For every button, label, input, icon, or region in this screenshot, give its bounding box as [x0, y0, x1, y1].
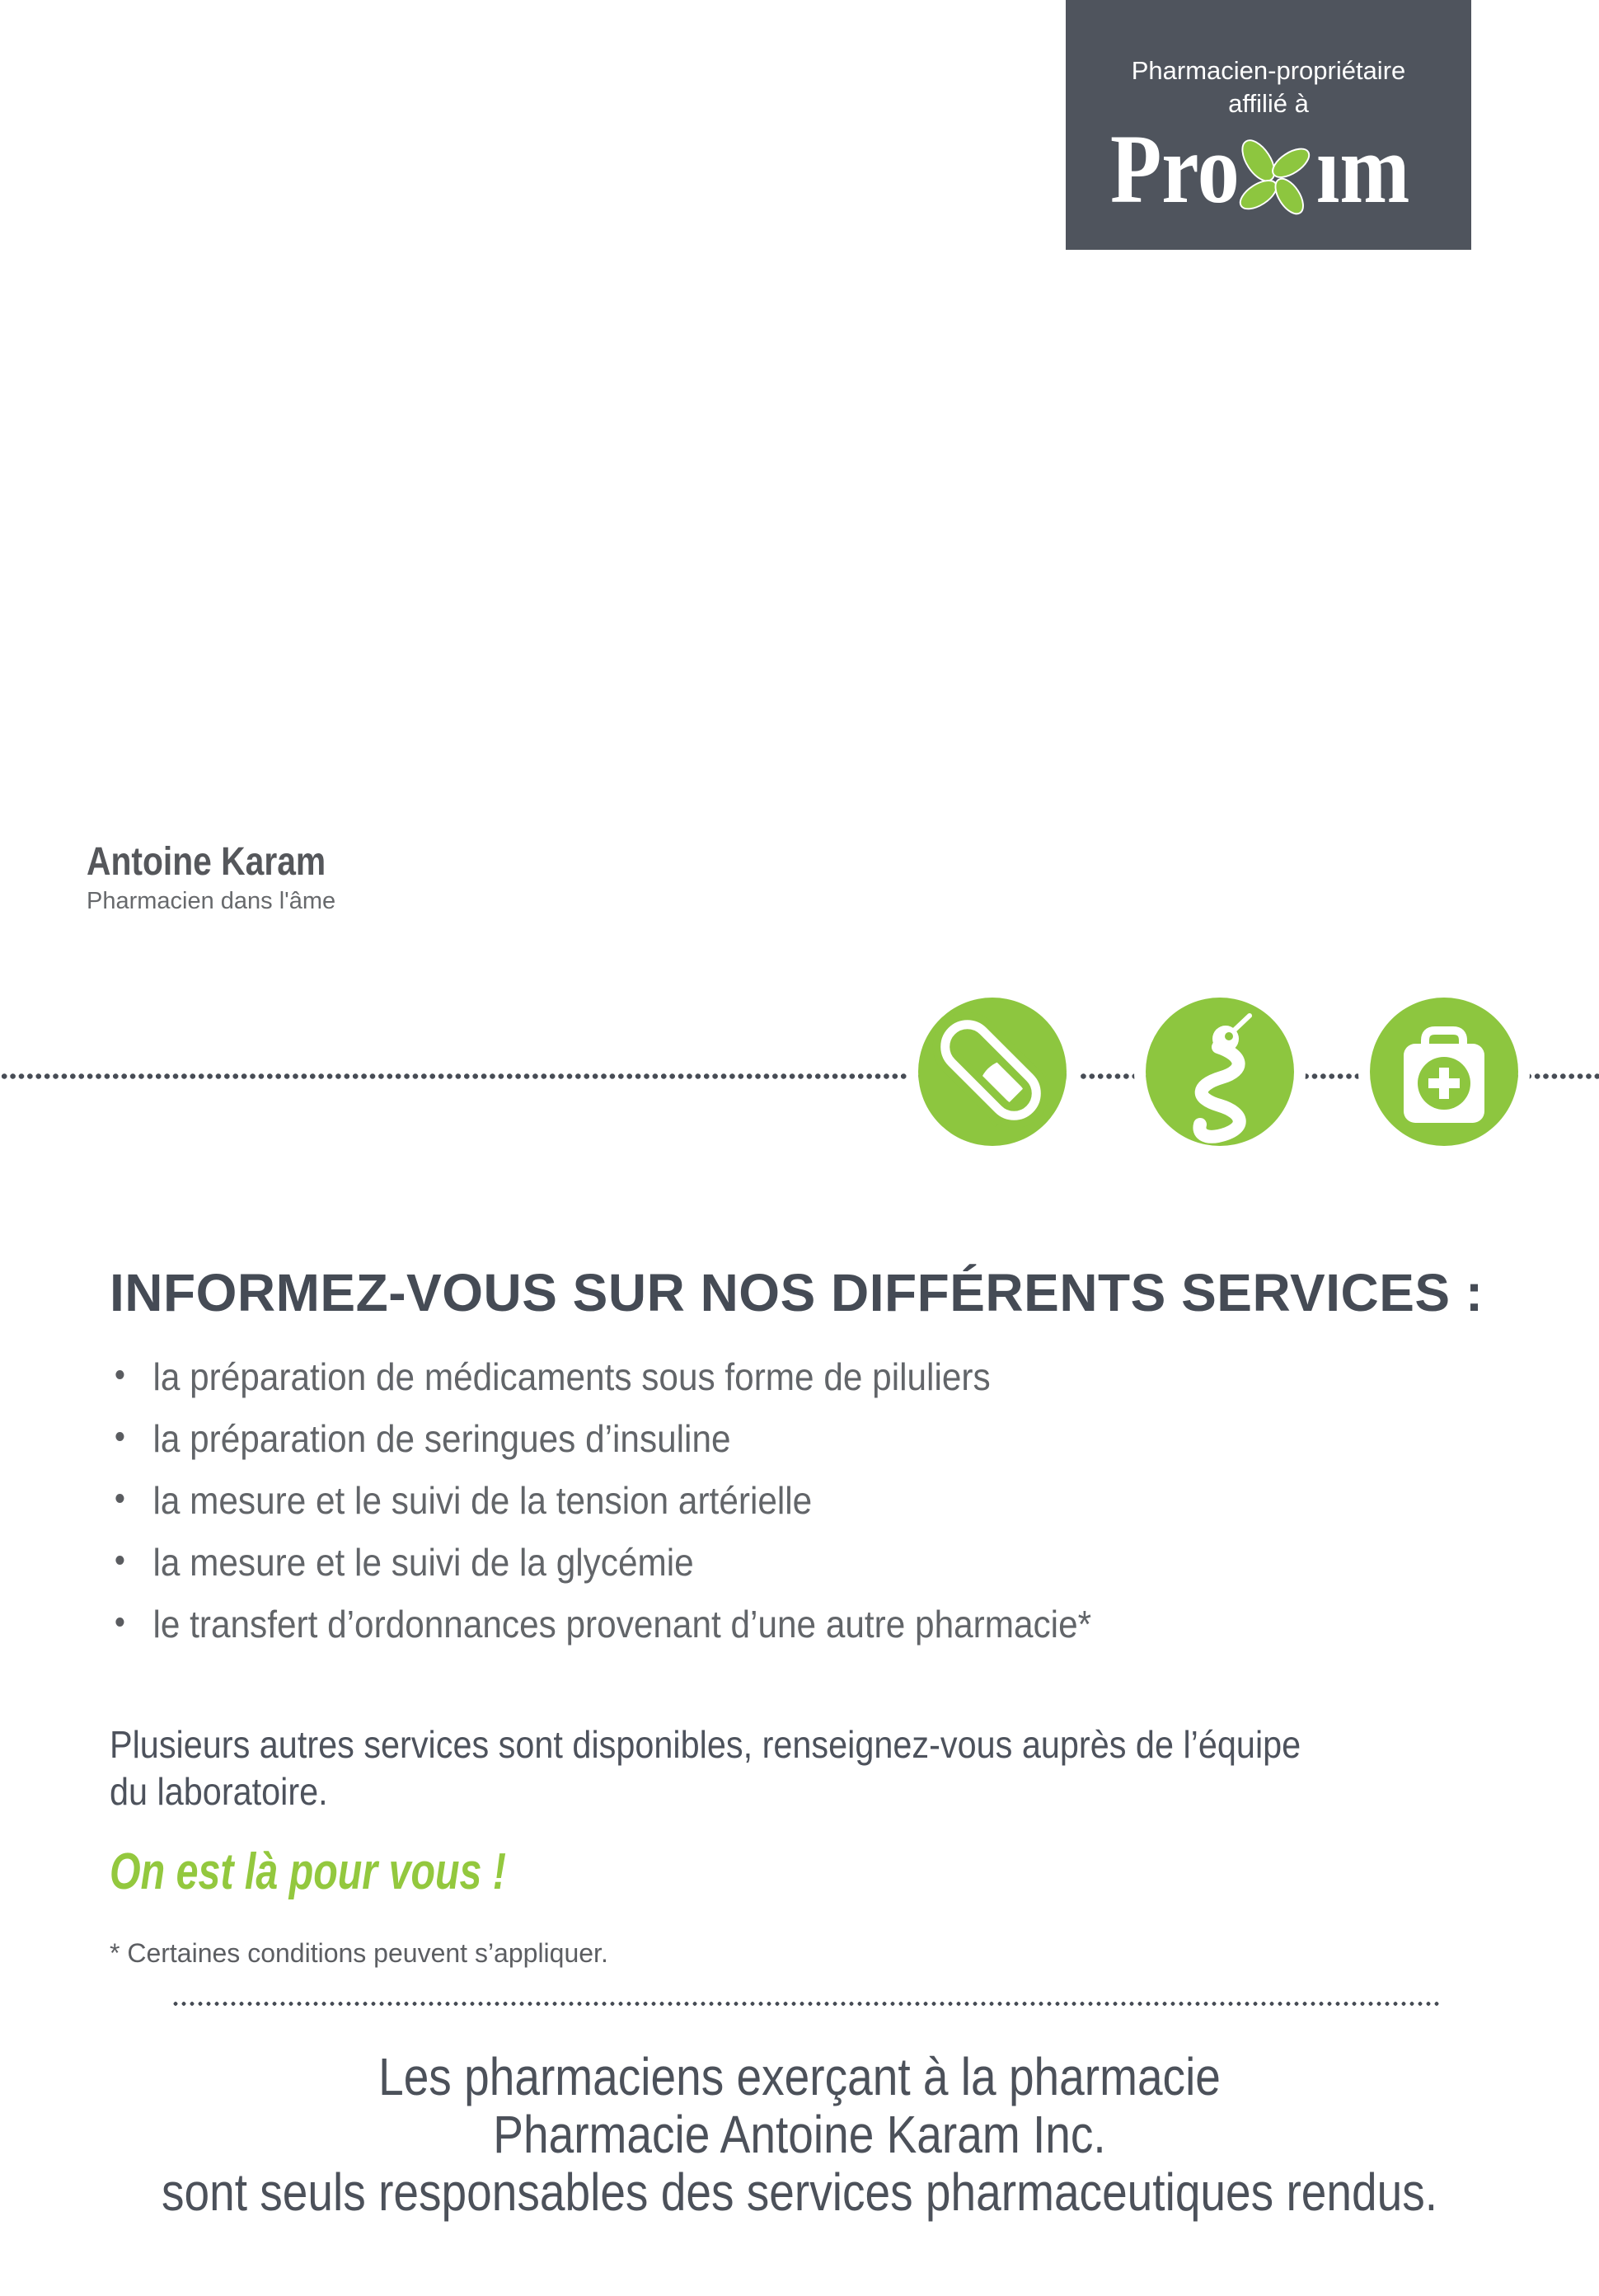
owner-block	[87, 841, 368, 915]
footer-line: sont seuls responsables des services pharmaceutiques rendus.	[161, 2162, 1438, 2222]
service-item: le transfert d’ordonnances provenant d’une autre pharmacie*	[110, 1603, 1091, 1646]
footer-dotted-divider	[171, 2002, 1441, 2006]
service-item: la mesure et le suivi de la glycémie	[110, 1541, 1091, 1584]
owner-tagline: Pharmacien dans l'âme	[87, 888, 336, 914]
rod-of-asclepius-icon	[1146, 998, 1294, 1146]
service-item: la préparation de seringues d’insuline	[110, 1417, 1091, 1460]
affiliation-badge	[1066, 0, 1471, 250]
footer-line: Pharmacie Antoine Karam Inc.	[493, 2105, 1106, 2164]
first-aid-kit-icon	[1370, 998, 1518, 1146]
badge-line-1: Pharmacien-propriétaire	[1131, 56, 1406, 85]
paragraph-line: du laboratoire.	[110, 1770, 328, 1813]
proxim-logo-text-im: ım	[1316, 114, 1410, 223]
services-list	[110, 1355, 1091, 1664]
services-heading: INFORMEZ-VOUS SUR NOS DIFFÉRENTS SERVICES :	[110, 1263, 1484, 1322]
service-icon-circle-asclepius	[1146, 998, 1294, 1146]
service-icon-circle-first-aid	[1370, 998, 1518, 1146]
proxim-logo-text-pro: Pro	[1110, 114, 1240, 223]
dotted-divider	[0, 1073, 1599, 1079]
service-item: la mesure et le suivi de la tension artérielle	[110, 1479, 1091, 1522]
service-icon-circle-pill	[918, 998, 1067, 1146]
owner-name: Antoine Karam	[87, 840, 326, 884]
footer-disclaimer	[112, 2048, 1487, 2221]
badge-line-2: affilié à	[1228, 89, 1309, 118]
paragraph-line: Plusieurs autres services sont disponibles, renseignez-vous auprès de l’équipe	[110, 1723, 1301, 1766]
capsule-pill-icon	[918, 998, 1067, 1146]
footer-line: Les pharmaciens exerçant à la pharmacie	[378, 2047, 1221, 2106]
more-services-paragraph	[110, 1721, 1301, 1815]
service-item: la préparation de médicaments sous forme de piluliers	[110, 1355, 1091, 1398]
proxim-flower-icon	[1233, 139, 1315, 218]
conditions-note: * Certaines conditions peuvent s’appliquer.	[110, 1938, 608, 1968]
slogan-text: On est là pour vous !	[110, 1843, 506, 1900]
